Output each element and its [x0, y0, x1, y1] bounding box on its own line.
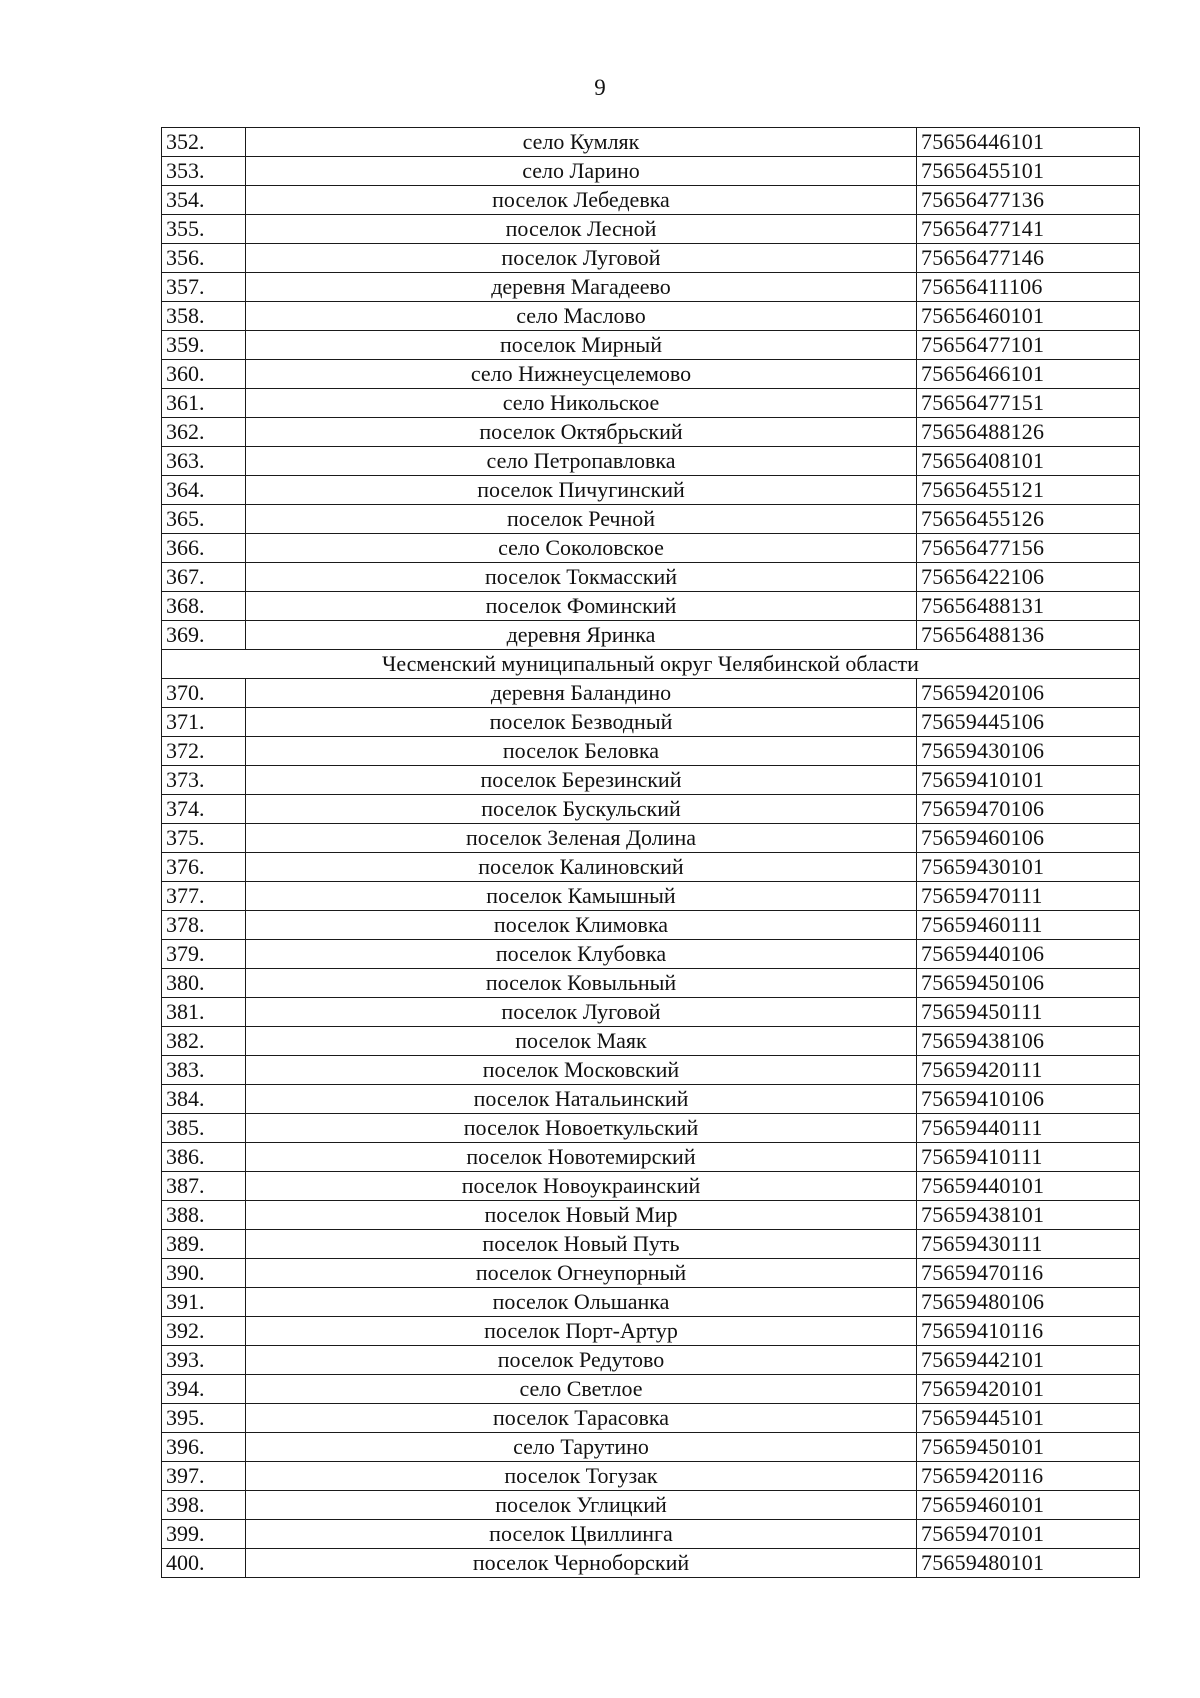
row-number: 373.: [162, 766, 246, 795]
row-number: 375.: [162, 824, 246, 853]
oktmo-code: 75659480101: [917, 1549, 1140, 1578]
settlement-name: поселок Октябрьский: [246, 418, 917, 447]
row-number: 391.: [162, 1288, 246, 1317]
row-number: 369.: [162, 621, 246, 650]
table-section: [162, 650, 1140, 679]
settlement-name: поселок Пичугинский: [246, 476, 917, 505]
row-number: 379.: [162, 940, 246, 969]
oktmo-code: 75659410101: [917, 766, 1140, 795]
oktmo-code: 75659442101: [917, 1346, 1140, 1375]
settlement-name: поселок Клубовка: [246, 940, 917, 969]
row-number: 376.: [162, 853, 246, 882]
settlement-name: поселок Огнеупорный: [246, 1259, 917, 1288]
table-row: [162, 592, 1140, 621]
oktmo-code: 75659420101: [917, 1375, 1140, 1404]
row-number: 366.: [162, 534, 246, 563]
settlement-name: поселок Лесной: [246, 215, 917, 244]
row-number: 387.: [162, 1172, 246, 1201]
settlement-name: поселок Тогузак: [246, 1462, 917, 1491]
oktmo-code: 75656477151: [917, 389, 1140, 418]
settlement-name: село Кумляк: [246, 128, 917, 157]
oktmo-code: 75659470106: [917, 795, 1140, 824]
table-row: [162, 1172, 1140, 1201]
settlement-name: село Ларино: [246, 157, 917, 186]
table-row: [162, 1085, 1140, 1114]
row-number: 383.: [162, 1056, 246, 1085]
settlement-name: поселок Луговой: [246, 244, 917, 273]
settlement-name: поселок Мирный: [246, 331, 917, 360]
row-number: 386.: [162, 1143, 246, 1172]
settlement-name: деревня Магадеево: [246, 273, 917, 302]
oktmo-code: 75659445101: [917, 1404, 1140, 1433]
table-row: [162, 1491, 1140, 1520]
settlement-name: поселок Луговой: [246, 998, 917, 1027]
table-row: [162, 331, 1140, 360]
table-row: [162, 157, 1140, 186]
settlement-name: поселок Черноборский: [246, 1549, 917, 1578]
settlement-name: село Петропавловка: [246, 447, 917, 476]
row-number: 363.: [162, 447, 246, 476]
settlement-name: поселок Березинский: [246, 766, 917, 795]
settlement-name: село Соколовское: [246, 534, 917, 563]
oktmo-code: 75659440106: [917, 940, 1140, 969]
settlement-name: поселок Токмасский: [246, 563, 917, 592]
row-number: 388.: [162, 1201, 246, 1230]
settlement-name: деревня Баландино: [246, 679, 917, 708]
settlement-name: поселок Бускульский: [246, 795, 917, 824]
oktmo-code: 75656477101: [917, 331, 1140, 360]
row-number: 399.: [162, 1520, 246, 1549]
oktmo-code: 75656477141: [917, 215, 1140, 244]
oktmo-code: 75659438101: [917, 1201, 1140, 1230]
settlement-name: село Нижнеусцелемово: [246, 360, 917, 389]
table-row: [162, 128, 1140, 157]
oktmo-code: 75656466101: [917, 360, 1140, 389]
table-row: [162, 1520, 1140, 1549]
oktmo-code: 75659410111: [917, 1143, 1140, 1172]
row-number: 367.: [162, 563, 246, 592]
row-number: 378.: [162, 911, 246, 940]
row-number: 368.: [162, 592, 246, 621]
table-row: [162, 1549, 1140, 1578]
table-row: [162, 447, 1140, 476]
table-row: [162, 476, 1140, 505]
settlement-name: поселок Углицкий: [246, 1491, 917, 1520]
table-row: [162, 998, 1140, 1027]
row-number: 374.: [162, 795, 246, 824]
settlement-name: поселок Ольшанка: [246, 1288, 917, 1317]
table-row: [162, 679, 1140, 708]
oktmo-code: 75659440111: [917, 1114, 1140, 1143]
table-row: [162, 737, 1140, 766]
row-number: 353.: [162, 157, 246, 186]
settlement-name: поселок Ковыльный: [246, 969, 917, 998]
oktmo-code: 75659420106: [917, 679, 1140, 708]
table-row: [162, 1114, 1140, 1143]
row-number: 362.: [162, 418, 246, 447]
table-row: [162, 418, 1140, 447]
table-row: [162, 911, 1140, 940]
table-row: [162, 795, 1140, 824]
row-number: 382.: [162, 1027, 246, 1056]
oktmo-code: 75656477146: [917, 244, 1140, 273]
row-number: 372.: [162, 737, 246, 766]
settlement-name: поселок Натальинский: [246, 1085, 917, 1114]
table-row: [162, 186, 1140, 215]
row-number: 355.: [162, 215, 246, 244]
oktmo-code: 75656455126: [917, 505, 1140, 534]
row-number: 370.: [162, 679, 246, 708]
oktmo-code: 75659440101: [917, 1172, 1140, 1201]
settlement-name: поселок Безводный: [246, 708, 917, 737]
table-row: [162, 940, 1140, 969]
oktmo-code: 75656488131: [917, 592, 1140, 621]
oktmo-code: 75659460111: [917, 911, 1140, 940]
row-number: 397.: [162, 1462, 246, 1491]
table-row: [162, 302, 1140, 331]
row-number: 398.: [162, 1491, 246, 1520]
row-number: 361.: [162, 389, 246, 418]
settlement-name: поселок Маяк: [246, 1027, 917, 1056]
settlement-name: поселок Цвиллинга: [246, 1520, 917, 1549]
table-row: [162, 708, 1140, 737]
settlement-name: село Тарутино: [246, 1433, 917, 1462]
oktmo-code: 75656411106: [917, 273, 1140, 302]
oktmo-code: 75659460106: [917, 824, 1140, 853]
oktmo-code: 75659450111: [917, 998, 1140, 1027]
row-number: 365.: [162, 505, 246, 534]
settlement-name: поселок Камышный: [246, 882, 917, 911]
oktmo-code: 75656408101: [917, 447, 1140, 476]
section-heading: Чесменский муниципальный округ Челябинской области: [162, 650, 1140, 679]
table-row: [162, 882, 1140, 911]
row-number: 396.: [162, 1433, 246, 1462]
row-number: 354.: [162, 186, 246, 215]
settlement-name: село Светлое: [246, 1375, 917, 1404]
oktmo-code: 75656422106: [917, 563, 1140, 592]
table-row: [162, 1404, 1140, 1433]
settlement-name: село Никольское: [246, 389, 917, 418]
row-number: 359.: [162, 331, 246, 360]
row-number: 364.: [162, 476, 246, 505]
settlement-name: поселок Новотемирский: [246, 1143, 917, 1172]
section-row: [162, 650, 1140, 679]
settlement-name: поселок Новоеткульский: [246, 1114, 917, 1143]
row-number: 381.: [162, 998, 246, 1027]
oktmo-code: 75659450106: [917, 969, 1140, 998]
row-number: 360.: [162, 360, 246, 389]
table-row: [162, 273, 1140, 302]
settlement-name: поселок Климовка: [246, 911, 917, 940]
row-number: 390.: [162, 1259, 246, 1288]
settlement-name: поселок Зеленая Долина: [246, 824, 917, 853]
table-row: [162, 969, 1140, 998]
oktmo-code: 75659410116: [917, 1317, 1140, 1346]
table-row: [162, 1433, 1140, 1462]
oktmo-code: 75659420111: [917, 1056, 1140, 1085]
table-row: [162, 563, 1140, 592]
table-row: [162, 244, 1140, 273]
oktmo-code: 75659420116: [917, 1462, 1140, 1491]
oktmo-code: 75656477156: [917, 534, 1140, 563]
table-row: [162, 1230, 1140, 1259]
table-row: [162, 215, 1140, 244]
table-row: [162, 360, 1140, 389]
settlement-name: поселок Редутово: [246, 1346, 917, 1375]
oktmo-code: 75659445106: [917, 708, 1140, 737]
table-row: [162, 853, 1140, 882]
settlement-name: поселок Беловка: [246, 737, 917, 766]
table-row: [162, 621, 1140, 650]
oktmo-code: 75659470116: [917, 1259, 1140, 1288]
table-row: [162, 824, 1140, 853]
settlement-name: поселок Тарасовка: [246, 1404, 917, 1433]
oktmo-code: 75656477136: [917, 186, 1140, 215]
table-row: [162, 1027, 1140, 1056]
table-group-a: [162, 128, 1140, 650]
row-number: 357.: [162, 273, 246, 302]
settlement-name: поселок Калиновский: [246, 853, 917, 882]
row-number: 395.: [162, 1404, 246, 1433]
table-row: [162, 1201, 1140, 1230]
row-number: 384.: [162, 1085, 246, 1114]
row-number: 400.: [162, 1549, 246, 1578]
settlement-name: поселок Новый Путь: [246, 1230, 917, 1259]
row-number: 371.: [162, 708, 246, 737]
oktmo-code: 75656455101: [917, 157, 1140, 186]
oktmo-code: 75659430106: [917, 737, 1140, 766]
row-number: 377.: [162, 882, 246, 911]
row-number: 356.: [162, 244, 246, 273]
page-number: 9: [594, 75, 606, 100]
oktmo-code: 75659480106: [917, 1288, 1140, 1317]
settlement-name: поселок Московский: [246, 1056, 917, 1085]
table-group-b: [162, 679, 1140, 1578]
row-number: 380.: [162, 969, 246, 998]
settlement-name: поселок Речной: [246, 505, 917, 534]
row-number: 393.: [162, 1346, 246, 1375]
table-row: [162, 1288, 1140, 1317]
table-row: [162, 534, 1140, 563]
oktmo-code: 75656455121: [917, 476, 1140, 505]
settlement-name: поселок Лебедевка: [246, 186, 917, 215]
table-row: [162, 505, 1140, 534]
table-row: [162, 1462, 1140, 1491]
oktmo-code: 75659470111: [917, 882, 1140, 911]
oktmo-code: 75656488136: [917, 621, 1140, 650]
oktmo-code: 75656446101: [917, 128, 1140, 157]
row-number: 385.: [162, 1114, 246, 1143]
settlement-name: поселок Новоукраинский: [246, 1172, 917, 1201]
oktmo-code: 75659470101: [917, 1520, 1140, 1549]
table-row: [162, 1143, 1140, 1172]
oktmo-code: 75659460101: [917, 1491, 1140, 1520]
oktmo-code: 75656488126: [917, 418, 1140, 447]
oktmo-code: 75659410106: [917, 1085, 1140, 1114]
settlement-name: поселок Фоминский: [246, 592, 917, 621]
row-number: 392.: [162, 1317, 246, 1346]
oktmo-code: 75656460101: [917, 302, 1140, 331]
table-row: [162, 766, 1140, 795]
table-row: [162, 389, 1140, 418]
table-row: [162, 1375, 1140, 1404]
table-row: [162, 1346, 1140, 1375]
row-number: 352.: [162, 128, 246, 157]
row-number: 389.: [162, 1230, 246, 1259]
oktmo-code: 75659430111: [917, 1230, 1140, 1259]
row-number: 394.: [162, 1375, 246, 1404]
table-row: [162, 1056, 1140, 1085]
table-row: [162, 1317, 1140, 1346]
settlements-table: [161, 127, 1140, 1578]
table-row: [162, 1259, 1140, 1288]
oktmo-code: 75659430101: [917, 853, 1140, 882]
oktmo-code: 75659438106: [917, 1027, 1140, 1056]
row-number: 358.: [162, 302, 246, 331]
settlement-name: поселок Новый Мир: [246, 1201, 917, 1230]
settlement-name: деревня Яринка: [246, 621, 917, 650]
oktmo-code: 75659450101: [917, 1433, 1140, 1462]
settlement-name: село Маслово: [246, 302, 917, 331]
settlement-name: поселок Порт-Артур: [246, 1317, 917, 1346]
